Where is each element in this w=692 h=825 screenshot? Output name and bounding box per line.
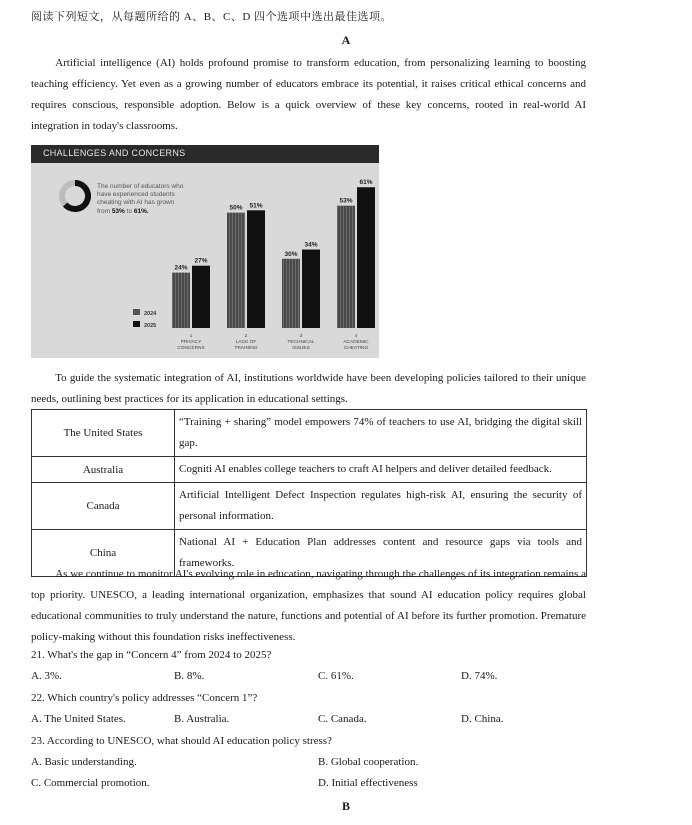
bar-value-label: 27% [194,257,208,265]
chart-canvas [31,145,379,358]
bar-lack-of-2024 [227,213,245,328]
category-label: TECHNICAL [287,340,315,345]
donut-icon [62,183,88,209]
category-label: ISSUES [292,346,310,351]
question-21-option-a[interactable]: A. 3%. [31,670,62,682]
bar-privacy-2024 [172,273,190,328]
bar-value-label: 50% [229,204,243,212]
table-row [32,483,587,530]
category-label: PRIVACY [180,340,202,345]
policy-description: “Training + sharing” model empowers 74% of teachers to use AI, bridging the digital skill gap. [175,410,587,457]
legend-swatch-2024 [133,309,140,315]
chart-legend [133,309,157,329]
chart-title: CHALLENGES AND CONCERNS [43,148,186,158]
bar-value-label: 51% [249,202,263,210]
table-row [32,410,587,457]
category-label: 4 [354,334,358,339]
bar-technical-2025 [302,250,320,328]
category-label: TRAINING [234,346,258,351]
bar-value-label: 53% [339,197,353,205]
category-label: ACADEMIC [343,340,369,345]
question-23-option-c[interactable]: C. Commercial promotion. [31,777,150,789]
table-row [32,457,587,483]
intro-paragraph: Artificial intelligence (AI) holds profound promise to transform education, from personalizing learning to boosting teaching efficiency. Yet even as a growing number of educators embrace its potential, it raises critical ethical concerns and requires conscious, responsible adoption. Below is a quick overview of these key concerns, rooted in real-world AI integration in today's classrooms. [31,57,586,132]
annotation-line-4: from 53% to 61%. [97,208,149,215]
bar-value-label: 34% [304,241,318,249]
category-label: 1 [189,334,193,339]
bar-value-label: 61% [359,179,373,187]
category-label: CHEATING [343,346,369,351]
bar-value-label: 30% [284,250,298,258]
policy-description: Cogniti AI enables college teachers to craft AI helpers and deliver detailed feedback. [175,457,587,483]
question-23-stem: 23. According to UNESCO, what should AI education policy stress? [31,735,332,747]
bar-academic-2025 [357,187,375,328]
annotation-line-1: The number of educators who [97,183,184,190]
policy-description: Artificial Intelligent Defect Inspection regulates high-risk AI, ensuring the security of personal information. [175,483,587,530]
category-label: CONCERNS [177,346,205,351]
monitor-paragraph: As we continue to monitor AI's evolving role in education, navigating through the challenges of its integration remains a top priority. UNESCO, a leading international organization, emphasizes that sound AI education policy requires global educational communities to truly understand the nature, functions and potential of AI before its further promotion. Premature policy-making without this foundation risks ineffectiveness. [31,568,586,643]
policy-country: Canada [32,483,175,530]
annotation-line-2: have experienced students [97,191,175,198]
legend-swatch-2025 [133,321,140,327]
policy-country: China [32,530,175,577]
question-22-option-b[interactable]: B. Australia. [174,713,230,725]
policy-country: Australia [32,457,175,483]
bar-privacy-2025 [192,266,210,328]
category-label: 3 [299,334,303,339]
question-22-option-a[interactable]: A. The United States. [31,713,126,725]
question-22-stem: 22. Which country's policy addresses “Concern 1”? [31,692,258,704]
bar-value-label: 24% [174,264,188,272]
question-22-option-d[interactable]: D. China. [461,713,504,725]
bar-academic-2024 [337,206,355,328]
concerns-chart [31,145,379,358]
bars-layer [172,179,375,351]
question-22-option-c[interactable]: C. Canada. [318,713,367,725]
bar-lack-of-2025 [247,210,265,328]
question-23-option-a[interactable]: A. Basic understanding. [31,756,137,768]
question-21-stem: 21. What's the gap in “Concern 4” from 2024 to 2025? [31,649,272,661]
question-21-option-d[interactable]: D. 74%. [461,670,498,682]
question-21-option-c[interactable]: C. 61%. [318,670,354,682]
section-b-heading: B [341,799,350,813]
policy-country: The United States [32,410,175,457]
legend-label-2025: 2025 [144,323,157,329]
annotation-line-3: cheating with AI has grown [97,199,175,206]
policy-description: National AI + Education Plan addresses content and resource gaps via tools and frameworks. [175,530,587,577]
category-label: 2 [244,334,248,339]
bar-technical-2024 [282,259,300,328]
section-a-heading: A [341,33,351,47]
policy-table [31,409,587,577]
question-23-option-d[interactable]: D. Initial effectiveness [318,777,418,789]
guide-paragraph: To guide the systematic integration of AI, institutions worldwide have been developing policies tailored to their unique needs, outlining best practices for its application in educational settings. [31,372,586,405]
legend-label-2024: 2024 [144,311,157,317]
question-21-option-b[interactable]: B. 8%. [174,670,205,682]
instruction-text: 阅读下列短文，从每题所给的 A、B、C、D 四个选项中选出最佳选项。 [31,11,393,23]
category-label: LACK OF [235,340,257,345]
question-23-option-b[interactable]: B. Global cooperation. [318,756,419,768]
